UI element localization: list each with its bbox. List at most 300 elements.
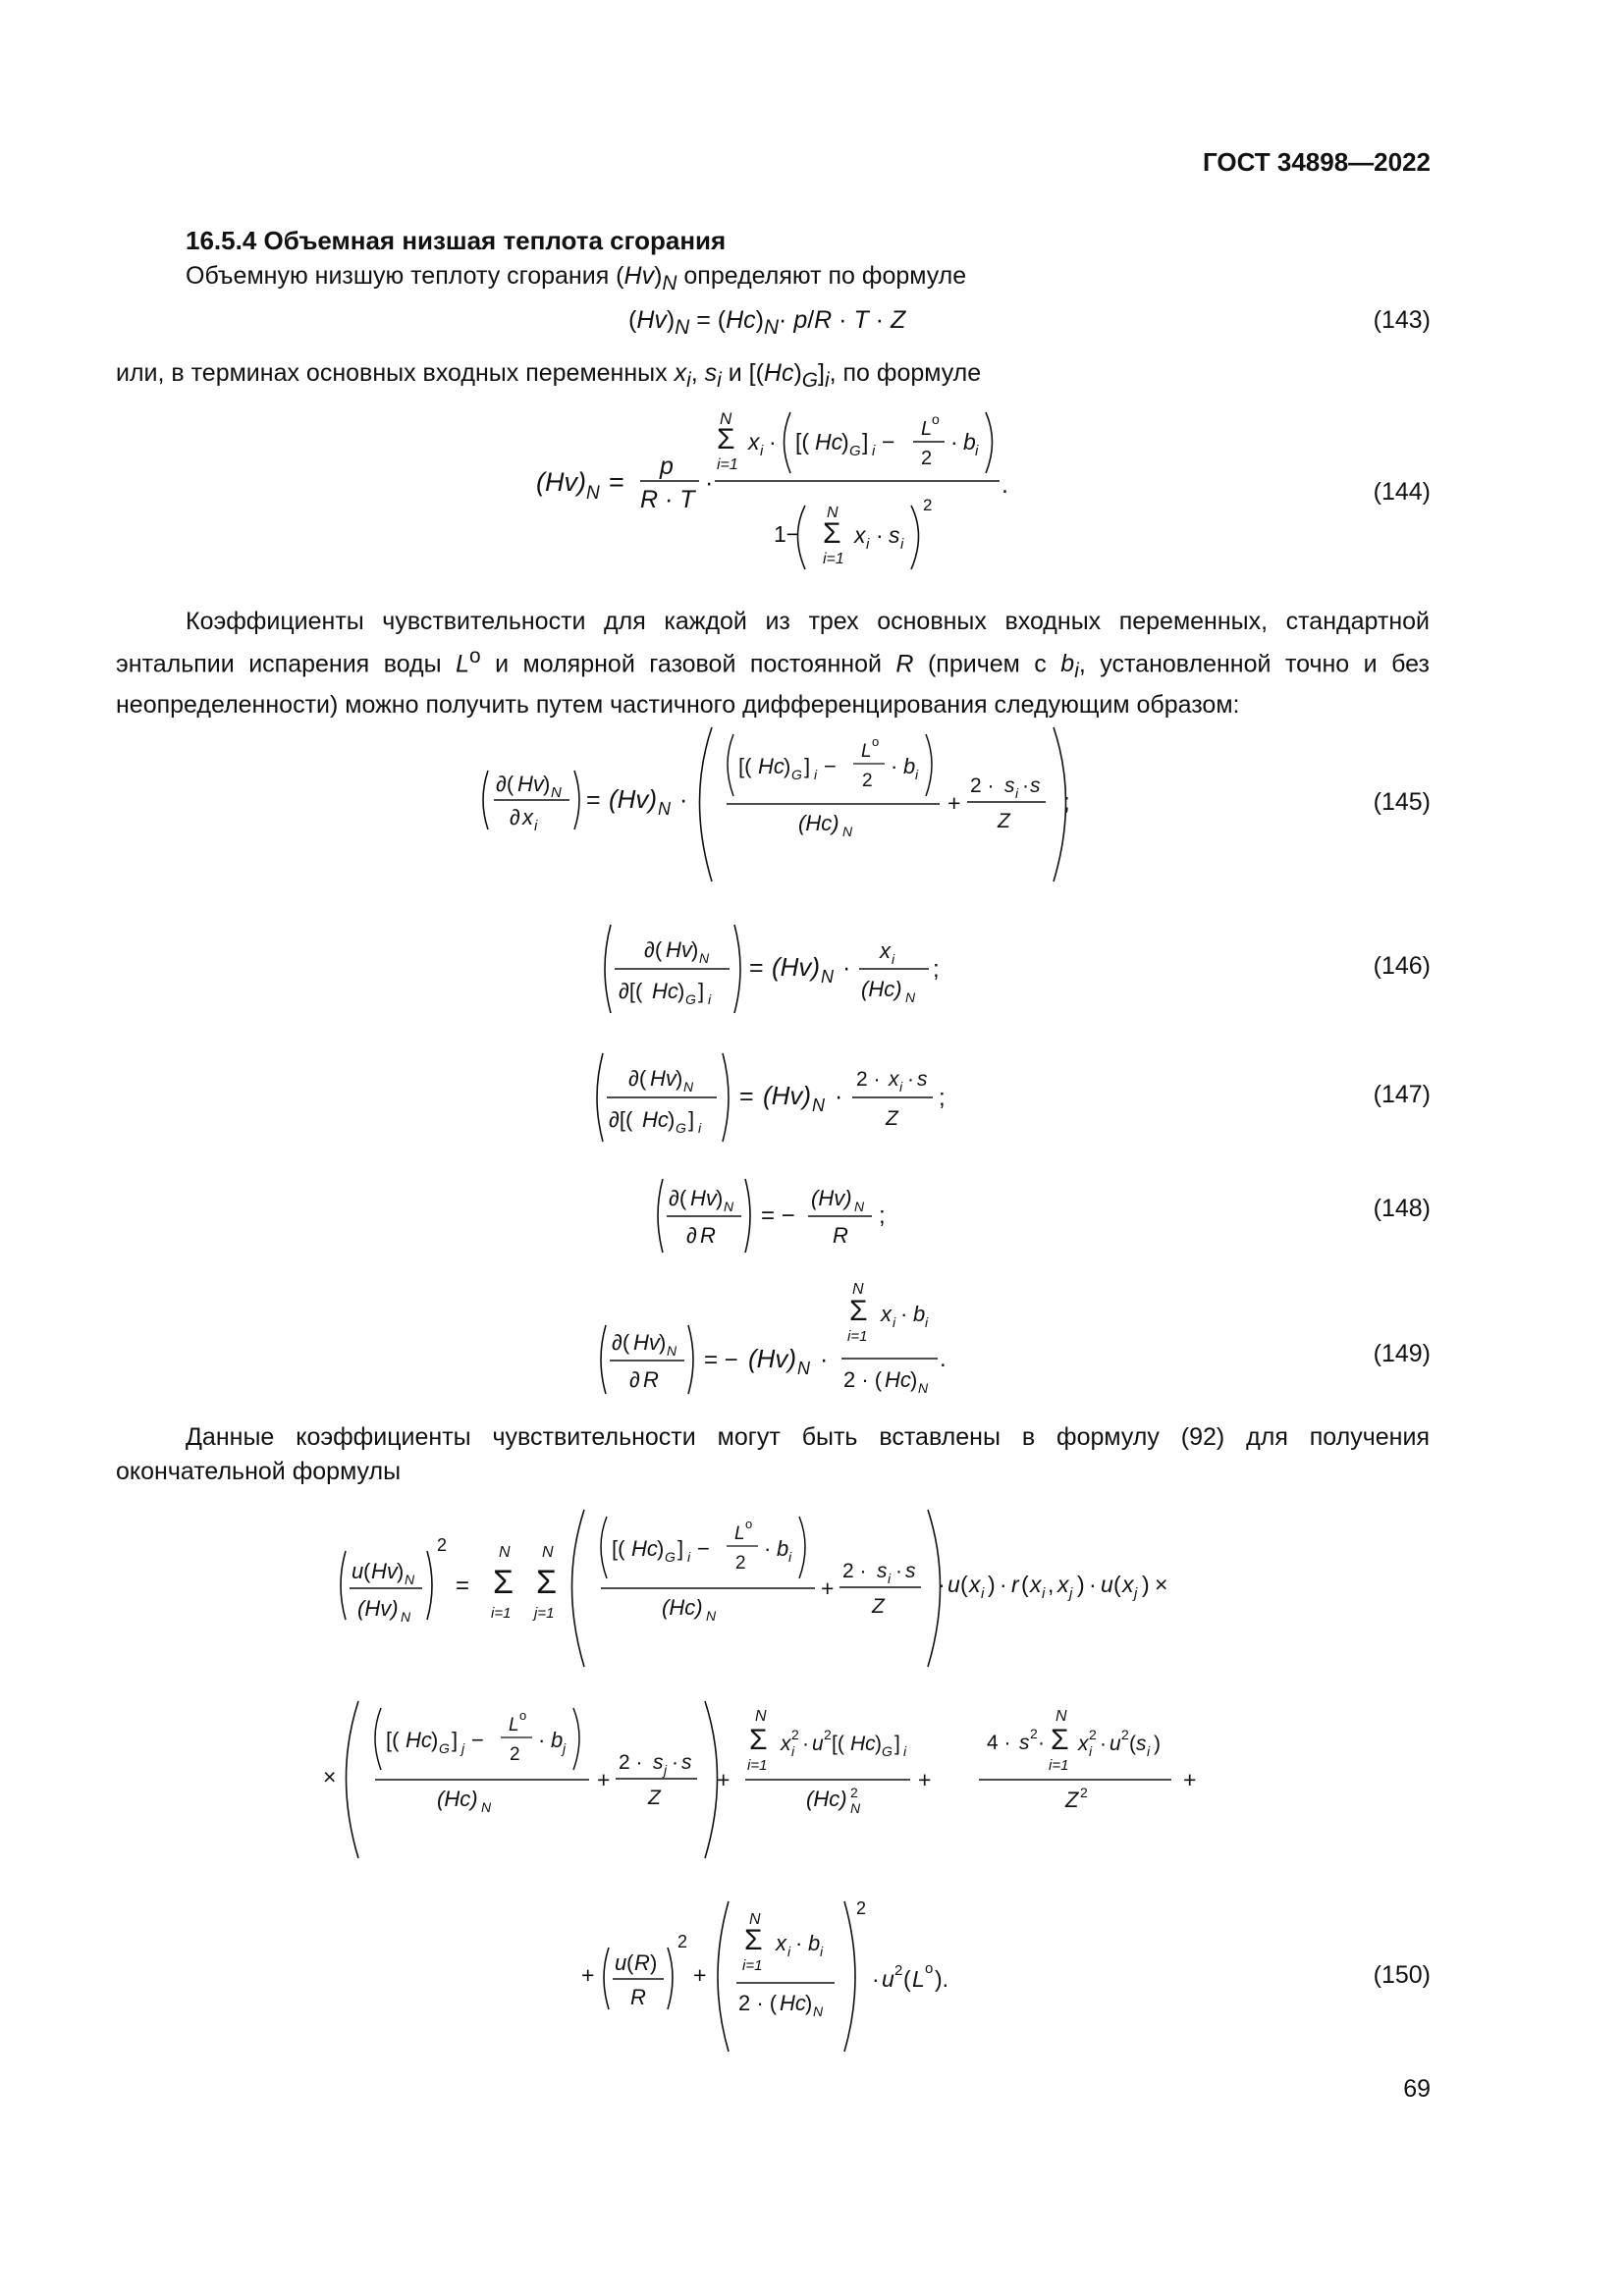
svg-text:N: N	[827, 505, 839, 521]
svg-text:Z: Z	[886, 1107, 898, 1130]
svg-text:G: G	[882, 1743, 893, 1759]
svg-text:∂[(: ∂[(	[609, 1107, 633, 1132]
svg-text:N: N	[842, 824, 853, 839]
svg-text:N: N	[724, 1199, 734, 1214]
svg-text:Z: Z	[1065, 1788, 1079, 1812]
svg-text:i: i	[708, 991, 712, 1007]
svg-text:(Hv): (Hv)	[811, 1186, 852, 1210]
svg-text:+: +	[581, 1962, 595, 1988]
svg-text:[(: [(	[386, 1728, 400, 1752]
svg-text:(Hv): (Hv)	[609, 784, 658, 814]
svg-text:Hv: Hv	[650, 1066, 677, 1091]
svg-text:2: 2	[1121, 1727, 1129, 1742]
svg-text:i: i	[1042, 1585, 1046, 1602]
svg-text:x: x	[776, 1931, 786, 1955]
svg-text:i=1: i=1	[717, 456, 738, 473]
svg-text:i: i	[975, 443, 979, 459]
svg-text:·: ·	[820, 1346, 829, 1373]
svg-text:i: i	[915, 767, 919, 782]
svg-text:i: i	[888, 1571, 892, 1586]
svg-text:+: +	[947, 790, 961, 816]
svg-text:N: N	[821, 967, 834, 987]
svg-text:N: N	[720, 409, 732, 428]
svg-text:b: b	[808, 1931, 821, 1955]
svg-text:i: i	[687, 1549, 691, 1565]
alt-intro: или, в терминах основных входных переменных $x_i$, $s_i$ и $[(Hc)_G]_i$, по формуле	[116, 359, 982, 392]
svg-text:N: N	[586, 483, 600, 504]
svg-text:·: ·	[891, 754, 898, 778]
svg-text:R: R	[630, 1985, 646, 2009]
svg-text:i: i	[866, 536, 870, 553]
svg-text:Σ: Σ	[849, 1295, 868, 1327]
equation-147	[589, 1048, 982, 1156]
svg-text:i: i	[1089, 1743, 1093, 1759]
svg-text:): )	[805, 1991, 813, 2015]
sensitivity-paragraph: Коэффициенты чувствительности для каждой из трех основных входных переменных, стандартной энтальпии испарения воды $L^o$ и молярной газовой постоянной R (причем с $b_i$, установленной точно и без неопределенности) можно получить путем частичного дифференцирования следующим образом:	[116, 608, 1430, 720]
svg-text:2 ·: 2 ·	[970, 774, 995, 797]
svg-text:·: ·	[895, 1560, 902, 1582]
svg-text:(Hc): (Hc)	[861, 977, 902, 1001]
svg-text:): )	[691, 937, 699, 962]
svg-text:): )	[677, 979, 685, 1003]
svg-text:L: L	[734, 1523, 745, 1544]
svg-text:Hc: Hc	[631, 1536, 658, 1561]
svg-text:x: x	[1057, 1572, 1069, 1597]
svg-text:(Hc): (Hc)	[806, 1787, 847, 1811]
svg-text:2: 2	[1089, 1727, 1097, 1742]
svg-text:·: ·	[795, 1931, 803, 1955]
svg-text:·: ·	[876, 522, 884, 548]
svg-text:(: (	[1113, 1572, 1121, 1597]
svg-text:∂(: ∂(	[669, 1186, 687, 1210]
svg-text:Hv: Hv	[633, 1330, 660, 1355]
svg-text:Z: Z	[648, 1787, 661, 1809]
svg-text:): )	[659, 1330, 667, 1355]
svg-text:x: x	[969, 1572, 981, 1597]
svg-text:+: +	[717, 1767, 731, 1792]
svg-text:o: o	[745, 1517, 753, 1531]
svg-text:(Hv): (Hv)	[536, 467, 586, 497]
svg-text:i=1: i=1	[747, 1757, 768, 1774]
svg-text:L: L	[861, 741, 872, 762]
svg-text:b: b	[963, 429, 976, 454]
equation-149	[594, 1276, 957, 1404]
svg-text:Hc: Hc	[885, 1367, 911, 1392]
svg-text:u: u	[1110, 1733, 1121, 1755]
svg-text:r: r	[1011, 1572, 1019, 1597]
svg-text:;: ;	[933, 956, 940, 983]
svg-text:R: R	[700, 1223, 716, 1248]
svg-text:i: i	[892, 951, 895, 967]
svg-text:·: ·	[1038, 1732, 1045, 1754]
document-id: ГОСТ 34898—2022	[1203, 147, 1431, 177]
svg-text:x: x	[1078, 1733, 1089, 1755]
svg-text:s: s	[653, 1751, 664, 1774]
svg-text:Hc: Hc	[815, 429, 843, 454]
svg-text:2 · (: 2 · (	[843, 1367, 883, 1392]
svg-text:2: 2	[437, 1535, 448, 1555]
svg-text:u: u	[947, 1572, 960, 1597]
svg-text:i=1: i=1	[742, 1957, 763, 1974]
svg-text:): )	[841, 429, 849, 454]
svg-text:∂[(: ∂[(	[619, 979, 643, 1003]
svg-text:o: o	[925, 1960, 934, 1977]
svg-text:j: j	[1069, 1585, 1073, 1602]
svg-text:): )	[650, 1950, 658, 1975]
svg-text:): )	[1142, 1572, 1150, 1597]
equation-150-line-2	[319, 1693, 1252, 1865]
svg-text:N: N	[812, 1095, 825, 1115]
svg-text:N: N	[667, 1343, 677, 1359]
svg-text:−: −	[697, 1536, 710, 1561]
svg-text:).: ).	[935, 1966, 949, 1992]
svg-text:j: j	[461, 1740, 465, 1756]
svg-text:): )	[910, 1367, 918, 1392]
svg-text:+: +	[821, 1575, 835, 1601]
svg-text:Hc: Hc	[758, 754, 785, 778]
svg-text:= −: = −	[704, 1347, 738, 1373]
equation-number-147: (147)	[1373, 1081, 1431, 1108]
svg-text:N: N	[1056, 1708, 1067, 1725]
equation-number-150: (150)	[1373, 1961, 1431, 1989]
svg-text:·: ·	[538, 1728, 546, 1752]
svg-text:s: s	[917, 1068, 928, 1091]
svg-text:N: N	[755, 1708, 767, 1725]
svg-text:Z: Z	[998, 810, 1010, 832]
svg-text:i=1: i=1	[823, 551, 844, 567]
svg-text:i: i	[1147, 1743, 1151, 1759]
svg-text:u: u	[352, 1559, 364, 1583]
svg-text:Hc: Hc	[406, 1728, 432, 1752]
svg-text:L: L	[509, 1715, 519, 1735]
svg-text:p: p	[660, 453, 674, 480]
svg-text:(: (	[363, 1559, 371, 1583]
svg-text:x: x	[854, 522, 866, 548]
equation-number-149: (149)	[1373, 1340, 1431, 1367]
svg-text:s: s	[905, 1560, 916, 1582]
svg-text:s: s	[681, 1751, 692, 1774]
svg-text:∂(: ∂(	[612, 1330, 630, 1355]
section-title: 16.5.4 Объемная низшая теплота сгорания	[186, 226, 727, 255]
svg-text:+: +	[918, 1767, 932, 1792]
svg-text:(: (	[1021, 1572, 1029, 1597]
svg-text:G: G	[665, 1549, 676, 1565]
svg-text:(Hc): (Hc)	[437, 1787, 478, 1811]
svg-text:Σ: Σ	[749, 1724, 768, 1756]
svg-text:N: N	[918, 1380, 929, 1396]
svg-text:i: i	[900, 536, 904, 553]
svg-text:N: N	[401, 1609, 411, 1625]
svg-text:·: ·	[672, 1751, 678, 1774]
svg-text:[(: [(	[738, 754, 752, 778]
svg-text:j: j	[563, 1740, 567, 1756]
svg-text:2: 2	[510, 1744, 520, 1765]
svg-text:N: N	[706, 1608, 717, 1624]
svg-text:): )	[1077, 1572, 1085, 1597]
svg-text:·: ·	[872, 1966, 880, 1992]
svg-text:): )	[784, 754, 791, 778]
svg-text:2: 2	[791, 1727, 799, 1742]
svg-text:·: ·	[1100, 1733, 1107, 1755]
svg-text:s: s	[1030, 774, 1041, 797]
svg-text:N: N	[405, 1572, 415, 1587]
svg-text:= −: = −	[761, 1202, 795, 1229]
svg-text:j: j	[664, 1762, 668, 1778]
svg-text:j=1: j=1	[534, 1605, 555, 1622]
svg-text:b: b	[913, 1302, 926, 1326]
svg-text:R: R	[634, 1950, 650, 1975]
svg-text:2 ·: 2 ·	[619, 1751, 643, 1774]
svg-text:[(: [(	[832, 1733, 844, 1755]
svg-text:R · T: R · T	[640, 486, 695, 513]
svg-text:Σ: Σ	[536, 1564, 558, 1601]
svg-text:i=1: i=1	[847, 1328, 868, 1345]
svg-text:;: ;	[1063, 789, 1070, 816]
svg-text:−: −	[882, 429, 895, 454]
svg-text:): )	[657, 1536, 665, 1561]
svg-text:G: G	[439, 1740, 450, 1756]
svg-text:2: 2	[1080, 1785, 1088, 1800]
page-number: 69	[1403, 2075, 1431, 2103]
svg-text:Σ: Σ	[717, 423, 735, 455]
svg-text:(Hc): (Hc)	[662, 1595, 703, 1620]
svg-text:,: ,	[1048, 1572, 1055, 1597]
svg-text:(: (	[960, 1572, 968, 1597]
svg-text:R: R	[833, 1223, 848, 1248]
svg-text:N: N	[699, 950, 710, 966]
svg-text:u: u	[882, 1966, 894, 1992]
svg-text:·: ·	[835, 1083, 843, 1110]
svg-text:2: 2	[677, 1932, 688, 1951]
svg-text:Hc: Hc	[652, 979, 678, 1003]
svg-text:+: +	[597, 1767, 611, 1792]
svg-text:2: 2	[856, 1898, 867, 1918]
equation-number-143: (143)	[1373, 306, 1431, 334]
svg-text:]: ]	[804, 754, 811, 778]
svg-text:·: ·	[842, 954, 851, 982]
svg-text:i: i	[760, 443, 764, 459]
svg-text:(: (	[1129, 1733, 1136, 1755]
svg-text:2: 2	[921, 448, 933, 469]
svg-text:x: x	[1122, 1572, 1134, 1597]
equation-144	[530, 402, 1041, 584]
svg-text:G: G	[685, 991, 696, 1007]
svg-text:i: i	[787, 1944, 791, 1959]
svg-text:i: i	[903, 1743, 907, 1759]
svg-text:2: 2	[735, 1553, 746, 1574]
svg-text:·: ·	[802, 1733, 809, 1755]
svg-text:Hv: Hv	[666, 937, 692, 962]
svg-text:x: x	[522, 805, 533, 829]
svg-text:o: o	[872, 734, 880, 749]
svg-text:i: i	[981, 1585, 985, 1602]
svg-text:x: x	[889, 1068, 899, 1091]
svg-text:]: ]	[894, 1733, 900, 1755]
svg-text:=: =	[586, 786, 601, 814]
svg-text:): )	[543, 772, 551, 796]
svg-text:i: i	[698, 1120, 702, 1136]
svg-text:): )	[716, 1186, 724, 1210]
svg-text:Σ: Σ	[493, 1564, 514, 1601]
svg-text:∂(: ∂(	[644, 937, 663, 962]
svg-text:i: i	[820, 1944, 824, 1959]
svg-text:N: N	[499, 1544, 511, 1561]
svg-text:x: x	[748, 429, 760, 454]
svg-text:x: x	[1030, 1572, 1042, 1597]
svg-text:[(: [(	[795, 429, 810, 454]
equation-number-148: (148)	[1373, 1195, 1431, 1222]
svg-text:G: G	[849, 443, 861, 459]
svg-text:R: R	[643, 1367, 659, 1392]
svg-text:N: N	[797, 1359, 810, 1378]
svg-text:=: =	[749, 954, 764, 982]
svg-text:(Hv): (Hv)	[748, 1344, 797, 1373]
svg-text:2: 2	[824, 1727, 832, 1742]
svg-text:N: N	[852, 1281, 864, 1298]
svg-text:;: ;	[939, 1085, 946, 1111]
svg-text:i: i	[814, 767, 818, 782]
svg-text:2: 2	[850, 1785, 858, 1800]
svg-text:=: =	[609, 467, 624, 497]
svg-text:s: s	[889, 522, 900, 548]
svg-text:): )	[1154, 1733, 1161, 1755]
equation-number-146: (146)	[1373, 952, 1431, 980]
svg-text:N: N	[683, 1079, 694, 1095]
svg-text:]: ]	[688, 1107, 695, 1132]
svg-text:s: s	[1019, 1732, 1030, 1754]
final-paragraph: Данные коэффициенты чувствительности могут быть вставлены в формулу (92) для получения окончательной формулы	[116, 1423, 1430, 1485]
svg-text:×: ×	[323, 1764, 337, 1789]
svg-text:Hv: Hv	[690, 1186, 717, 1210]
svg-text:2: 2	[894, 1962, 903, 1979]
svg-text:∂(: ∂(	[628, 1066, 647, 1091]
svg-text:i=1: i=1	[491, 1605, 512, 1622]
svg-text:o: o	[932, 411, 940, 427]
svg-text:(Hv): (Hv)	[772, 952, 821, 982]
svg-text:2: 2	[862, 771, 873, 791]
svg-text:(: (	[626, 1950, 634, 1975]
equation-148	[651, 1174, 916, 1262]
svg-text:=: =	[739, 1083, 754, 1110]
svg-text:2 · (: 2 · (	[738, 1991, 778, 2015]
svg-text:2: 2	[923, 496, 933, 514]
svg-text:i: i	[534, 818, 538, 834]
svg-text:·: ·	[1089, 1572, 1097, 1597]
svg-text:): )	[668, 1107, 676, 1132]
equation-number-145: (145)	[1373, 788, 1431, 816]
svg-text:): )	[988, 1572, 996, 1597]
svg-text:x: x	[880, 938, 891, 963]
svg-text:−: −	[824, 754, 837, 778]
svg-text:Z: Z	[872, 1595, 885, 1618]
svg-text:∂: ∂	[510, 805, 520, 829]
svg-text:Hc: Hc	[642, 1107, 669, 1132]
svg-text:N: N	[481, 1799, 492, 1815]
svg-text:G: G	[791, 767, 802, 782]
svg-text:N: N	[749, 1911, 761, 1928]
svg-text:s: s	[1004, 774, 1015, 797]
svg-text:4 ·: 4 ·	[987, 1732, 1011, 1754]
svg-text:N: N	[551, 784, 562, 801]
svg-text:·: ·	[900, 1302, 908, 1326]
svg-text:L: L	[912, 1966, 925, 1992]
svg-text:Σ: Σ	[823, 517, 841, 550]
svg-text:Hc: Hc	[780, 1991, 806, 2015]
svg-text:·: ·	[1000, 1572, 1007, 1597]
svg-text:·: ·	[950, 429, 958, 454]
svg-text:∂: ∂	[629, 1367, 640, 1392]
svg-text:2: 2	[1030, 1726, 1038, 1741]
svg-text:i: i	[1015, 785, 1019, 801]
svg-text:o: o	[519, 1708, 527, 1723]
svg-text:i: i	[872, 443, 876, 459]
svg-text:i: i	[899, 1079, 903, 1095]
svg-text:(Hc): (Hc)	[798, 811, 839, 835]
svg-text:1−: 1−	[774, 521, 800, 547]
svg-text:b: b	[903, 754, 916, 778]
svg-text:·: ·	[907, 1068, 914, 1091]
svg-text:N: N	[542, 1544, 554, 1561]
svg-text:]: ]	[677, 1536, 684, 1561]
svg-text:Hc: Hc	[850, 1733, 876, 1755]
svg-text:∂(: ∂(	[496, 772, 514, 796]
svg-text:2 ·: 2 ·	[856, 1068, 881, 1091]
svg-text:N: N	[905, 989, 916, 1005]
svg-text:j: j	[1134, 1585, 1138, 1602]
svg-text:]: ]	[698, 979, 705, 1003]
equation-150-line-3	[577, 1887, 990, 2054]
svg-text:]: ]	[452, 1728, 459, 1752]
svg-text:×: ×	[1155, 1572, 1168, 1597]
svg-text:u: u	[615, 1950, 627, 1975]
equation-146	[597, 920, 950, 1028]
svg-text:Σ: Σ	[744, 1924, 763, 1956]
svg-text:2 ·: 2 ·	[842, 1560, 867, 1582]
svg-text:): )	[676, 1066, 683, 1091]
svg-text:·: ·	[938, 1572, 946, 1597]
svg-text:;: ;	[879, 1202, 886, 1229]
svg-text:u: u	[1101, 1572, 1113, 1597]
svg-text:[(: [(	[612, 1536, 625, 1561]
svg-text:+: +	[1183, 1767, 1197, 1792]
svg-text:b: b	[551, 1728, 564, 1752]
svg-text:N: N	[854, 1199, 865, 1214]
svg-text:i=1: i=1	[1049, 1757, 1069, 1774]
svg-text:i: i	[791, 1743, 795, 1759]
svg-text:N: N	[850, 1800, 861, 1816]
svg-text:·: ·	[1022, 774, 1029, 797]
svg-text:): )	[875, 1733, 882, 1755]
svg-text:): )	[397, 1559, 405, 1583]
equation-number-144: (144)	[1373, 478, 1431, 506]
svg-text:(: (	[903, 1966, 911, 1992]
svg-text:): )	[431, 1728, 439, 1752]
svg-text:N: N	[658, 799, 671, 819]
svg-text:.: .	[1001, 471, 1008, 499]
svg-text:i: i	[925, 1314, 929, 1330]
svg-text:Hv: Hv	[371, 1559, 398, 1583]
svg-text:(Hv): (Hv)	[763, 1081, 812, 1110]
svg-text:=: =	[456, 1573, 470, 1599]
svg-text:·: ·	[769, 429, 777, 454]
svg-text:Hv: Hv	[517, 772, 544, 796]
svg-text:]: ]	[862, 429, 869, 454]
svg-text:x: x	[881, 1302, 892, 1326]
svg-text:Σ: Σ	[1051, 1724, 1069, 1756]
equation-145	[476, 720, 1085, 886]
svg-text:(Hv): (Hv)	[357, 1596, 399, 1621]
equation-143: $(Hv)_N = (Hc)_N\cdot p/R \cdot T \cdot Z$	[628, 306, 906, 339]
